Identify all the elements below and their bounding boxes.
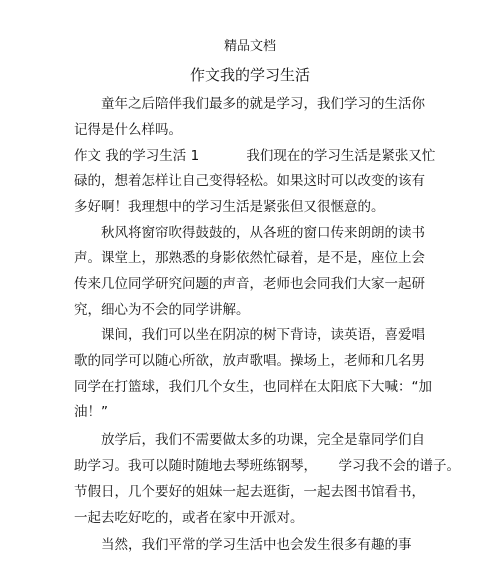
text-line: 课间，我们可以坐在阴凉的树下背诗，读英语，喜爱唱 <box>101 327 425 343</box>
text-line: 究，细心为不会的同学讲解。 <box>74 302 250 318</box>
text-line: 助学习。我可以随时随地去琴班练钢琴， 学习我不会的谱子。 <box>74 458 460 474</box>
text-line: 多好啊！我理想中的学习生活是紧张但又很惬意的。 <box>74 199 385 215</box>
text-line: 放学后，我们不需要做太多的功课，完全是靠同学们自 <box>101 432 425 448</box>
text-line: 记得是什么样吗。 <box>74 122 182 138</box>
text-line: 童年之后陪伴我们最多的就是学习，我们学习的生活你 <box>101 96 425 112</box>
text-line: 当然，我们平常的学习生活中也会发生很多有趣的事 <box>101 537 412 553</box>
text-line: 碌的，想着怎样让自己变得轻松。如果这时可以改变的该有 <box>74 173 425 189</box>
text-line: 秋风将窗帘吹得鼓鼓的，从各班的窗口传来朗朗的读书 <box>101 225 425 241</box>
text-line: 声。课堂上，那熟悉的身影依然忙碌着，是不是，座位上会 <box>74 250 425 266</box>
text-line: 一起去吃好吃的，或者在家中开派对。 <box>74 510 304 526</box>
document-title: 作文我的学习生活 <box>189 66 310 84</box>
text-line: 歌的同学可以随心所欲，放声歌唱。操场上，老师和几名男 <box>74 353 425 369</box>
document-header: 精品文档 <box>223 39 276 54</box>
text-line: 传来几位同学研究问题的声音，老师也会同我们大家一起研 <box>74 276 425 292</box>
text-line: 节假日，几个要好的姐妹一起去逛街，一起去图书馆看书， <box>74 484 425 500</box>
text-line: 同学在打篮球，我们几个女生，也同样在太阳底下大喊：“加 <box>74 379 432 395</box>
text-line: 油！” <box>74 404 108 420</box>
text-line: 作文 我的学习生活 1 我们现在的学习生活是紧张又忙 <box>74 148 436 164</box>
